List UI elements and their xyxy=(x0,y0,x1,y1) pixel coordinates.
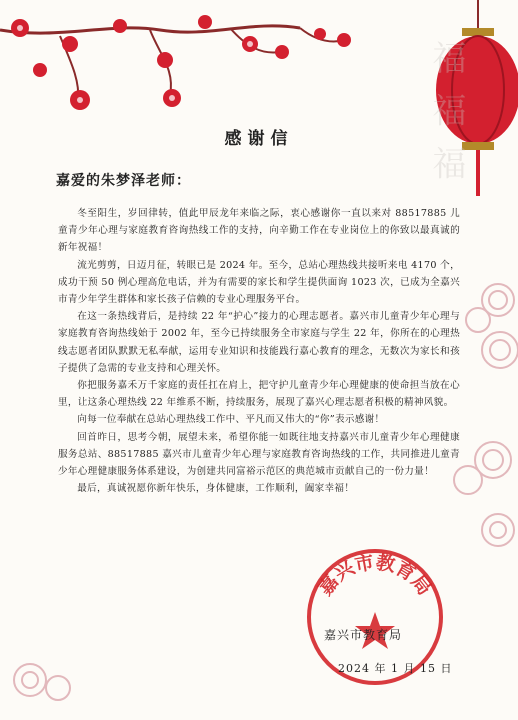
seal-text: 嘉兴市教育局 xyxy=(314,551,436,600)
letter-paragraph: 冬至阳生，岁回律转，值此甲辰龙年来临之际，衷心感谢你一直以来对 88517885 儿童青少年心理与家庭教育咨询热线工作的支持，向辛勤工作在专业岗位上的你致以最真诚的新年祝福！ xyxy=(58,208,460,254)
letter-paragraph: 回首昨日，思考今朝，展望未来，希望你能一如既往地支持嘉兴市儿童青少年心理健康服务总站、88517885 嘉兴市儿童青少年心理与家庭教育咨询热线的工作，共同推进儿童青少年心理健康服务体系建设，为创建共同富裕示范区的典范城市贡献自己的一份力量！ xyxy=(58,431,460,478)
letter-title: 感谢信 xyxy=(224,129,294,149)
signature-organization: 嘉兴市教育局 xyxy=(324,628,403,642)
plum-blossom-branch-decoration xyxy=(0,0,360,140)
letter-body xyxy=(58,205,460,497)
letter-salutation: 嘉爱的朱梦泽老师： xyxy=(56,173,191,189)
letter-paragraph: 向每一位奉献在总站心理热线工作中、平凡而又伟大的“你”表示感谢！ xyxy=(77,414,385,426)
svg-text:嘉兴市教育局 xyxy=(314,550,436,599)
auspicious-cloud-decoration xyxy=(0,640,90,720)
background-watermark-chars: 福 福 福 xyxy=(426,40,466,184)
letter-paragraph: 流光剪剪，日迈月征，转眼已是 2024 年。至今，总站心理热线共接听来电 4170 个，成功干预 50 例心理高危电话，并为有需要的家长和学生提供面询 1023 次，已成为全嘉兴市青少年学生群体和家长孩子信赖的专业心理服务平台。 xyxy=(58,259,460,306)
signature-date: 2024 年 1 月 15 日 xyxy=(338,662,453,675)
letter-paragraph: 在这一条热线背后，是持续 22 年“护心”接力的心理志愿者。嘉兴市儿童青少年心理与家庭教育咨询热线始于 2002 年，至今已持续服务全市家庭与学生 22 年，你所在的心理热线志愿者团队默默无私奉献，运用专业知识和技能践行嘉心教育的理念，无数次为家长和孩子提供了急需的专业支持和心理关怀。 xyxy=(58,311,460,374)
letter-paragraph: 你把服务嘉禾万千家庭的责任扛在肩上，把守护儿童青少年心理健康的使命担当放在心里，让这条心理热线 22 年维系不断，持续服务，展现了嘉兴心理志愿者积极的精神风貌。 xyxy=(58,380,460,409)
letter-paragraph: 最后，真诚祝愿你新年快乐，身体健康，工作顺利，阖家幸福！ xyxy=(77,483,355,495)
